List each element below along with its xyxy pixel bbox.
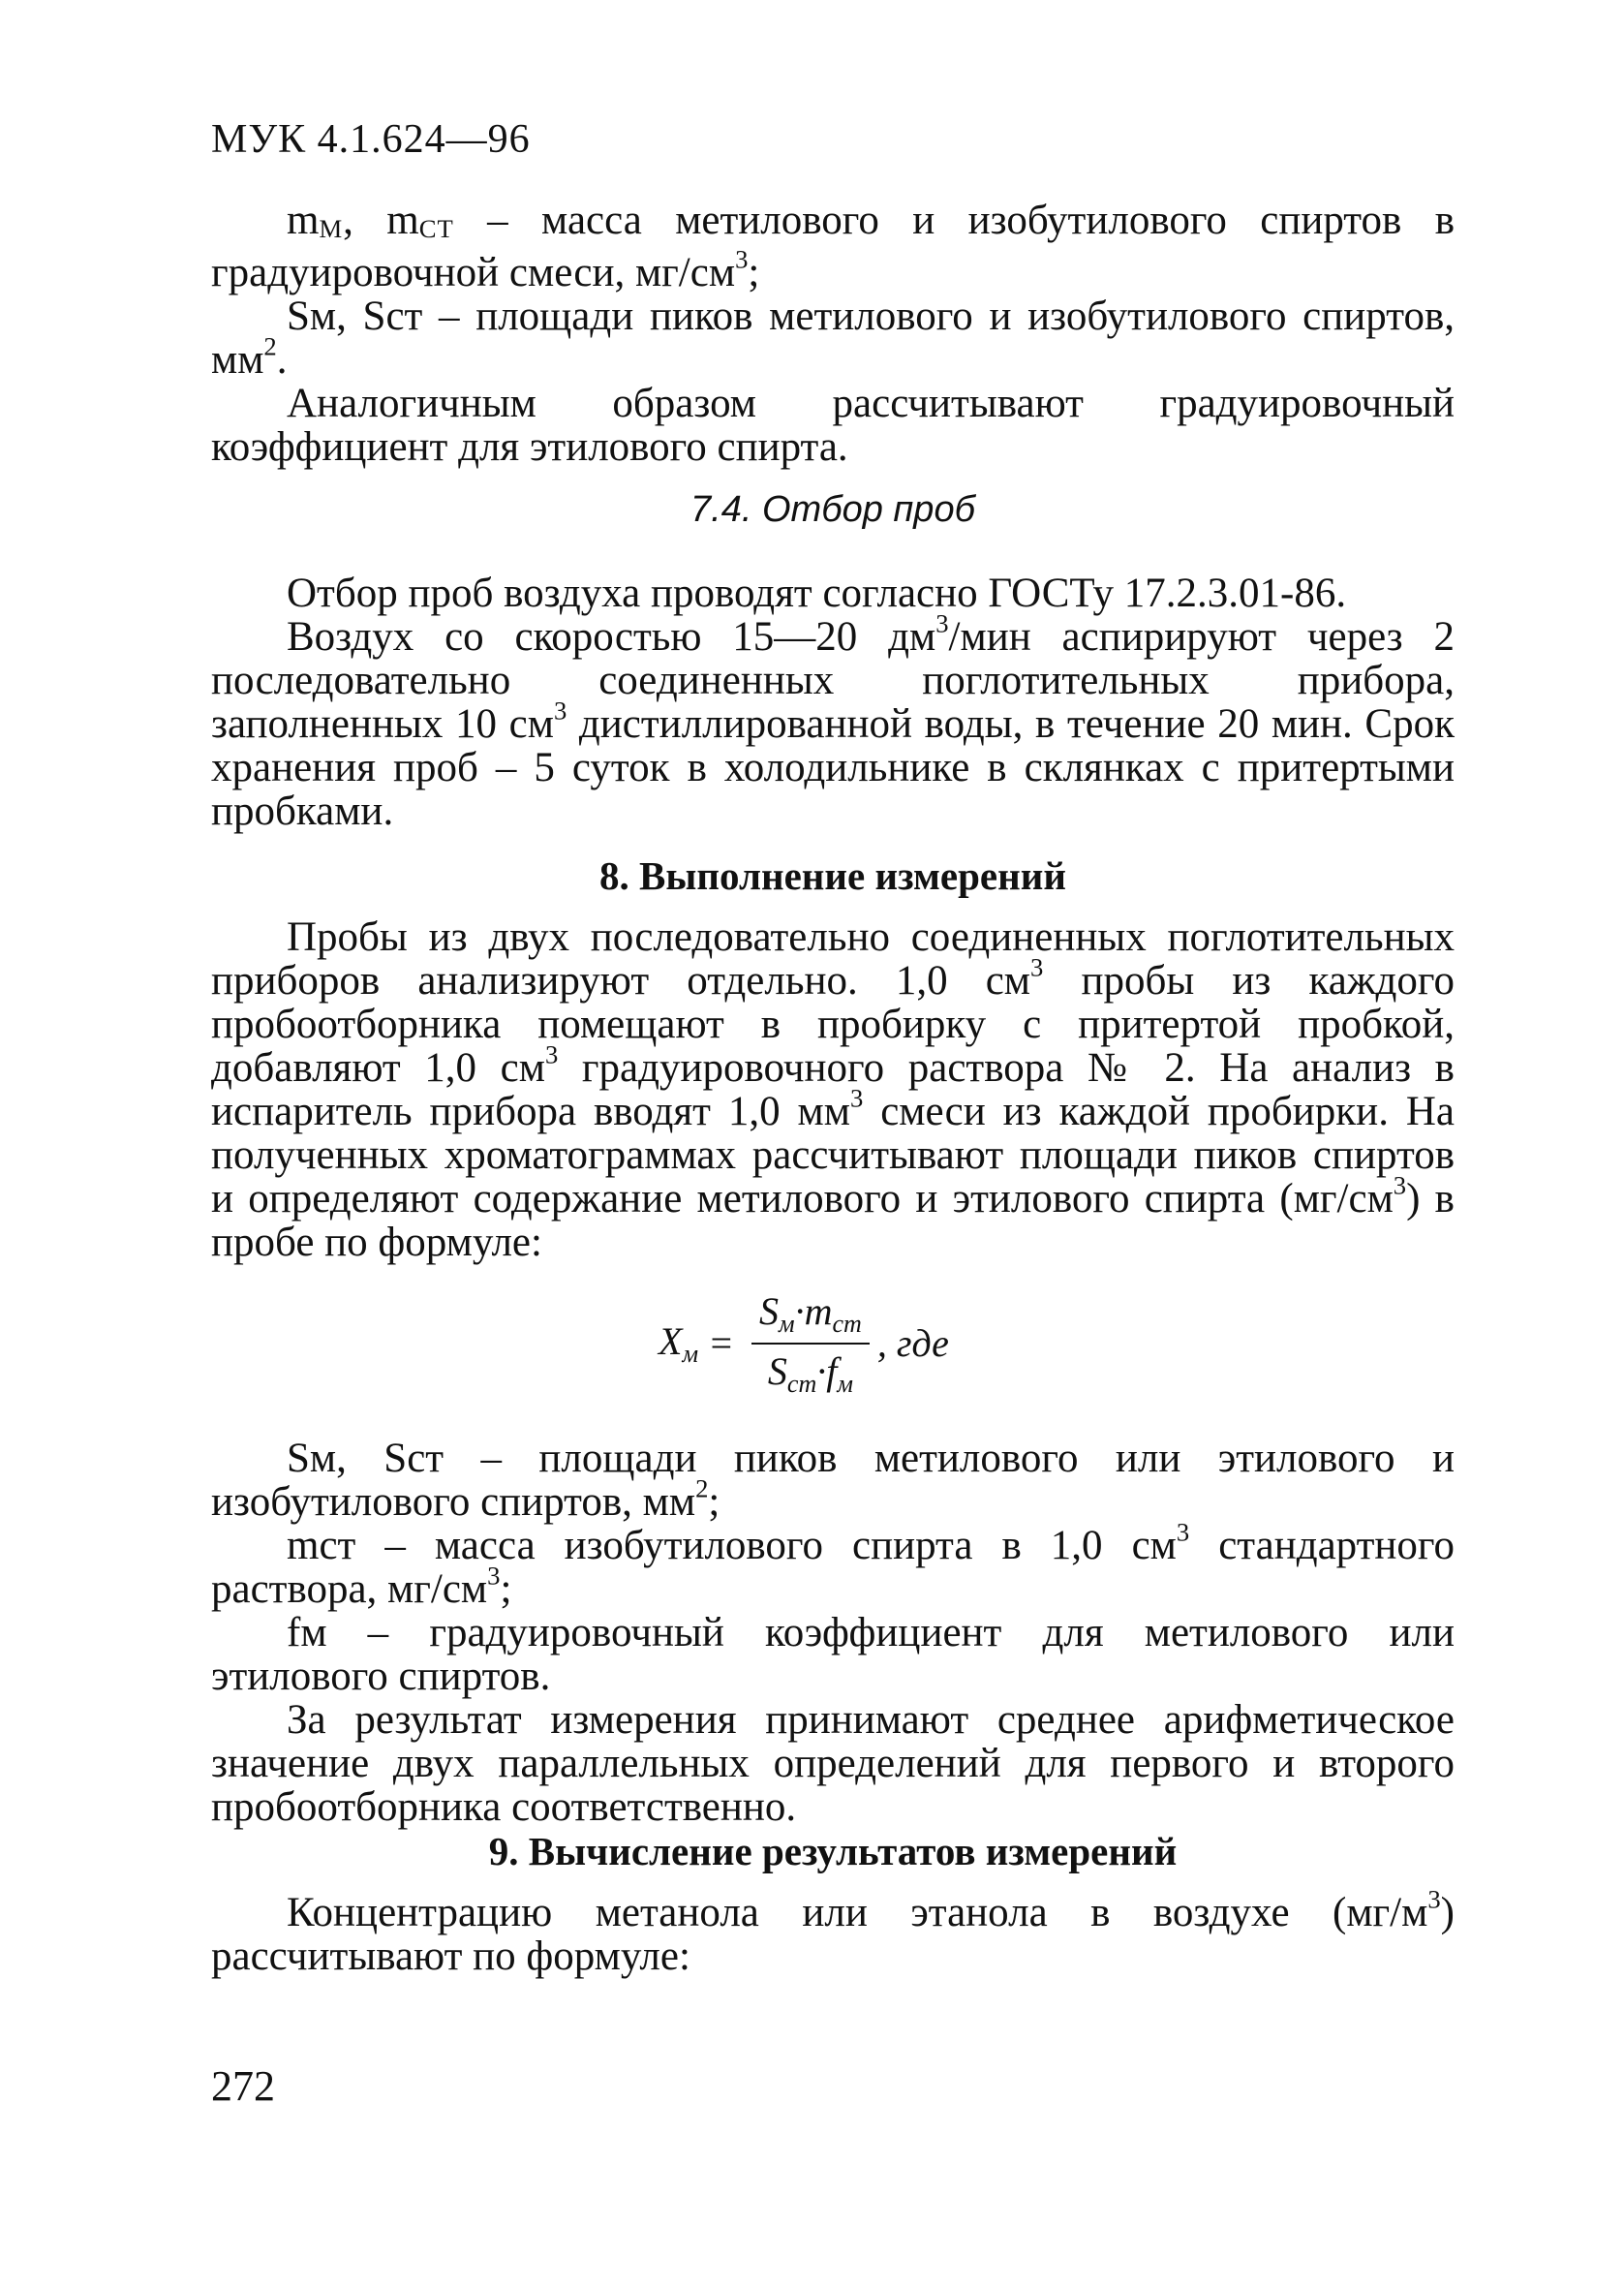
section-9-body <box>211 1884 1455 1979</box>
calculation-paragraph: Концентрацию метанола или этанола в воздухе $(мг/м^3)$ рассчитывают по формуле: <box>211 1884 1455 1979</box>
definitions-block <box>211 199 1455 469</box>
document-code-header: МУК 4.1.624—96 <box>211 117 531 162</box>
definition-f: fм – градуировочный коэффициент для метилового или этилового спиртов. <box>211 1610 1455 1699</box>
formula-numerator: Sм·mcm <box>751 1288 870 1345</box>
definition-m: mМ, mСТ – масса метилового и изобутилового спиртов в градуировочной смеси, $мг/см^3$; <box>211 198 1455 295</box>
formula-definitions <box>211 1437 1455 1829</box>
formula-lhs: Xм <box>659 1318 699 1368</box>
definition-m-st: mст – масса изобутилового спирта в 1,0 $см^3$ стандартного раствора, $мг/см^3$; <box>211 1517 1455 1612</box>
section-7-4-title: 7.4. Отбор проб <box>690 489 975 530</box>
result-paragraph: За результат измерения принимают среднее арифметическое значение двух параллельных определений для первого и второго пробоотборника соответственно. <box>211 1697 1455 1830</box>
section-8-title: 8. Выполнение измерений <box>599 853 1066 898</box>
definition-s-areas: Sм, Sст – площади пиков метилового или этилового и изобутилового спиртов, $мм^2$; <box>211 1436 1455 1525</box>
sampling-paragraph-2: Воздух со скоростью 15—20 $дм^3$/мин аспирируют через 2 последовательно соединенных поглотительных прибора, заполненных 10 $см^3$ дистиллированной воды, в течение 20 мин. Срок хранения проб – 5 суток в холодильнике в склянках с притертыми пробками. <box>211 608 1455 834</box>
formula-equals: = <box>698 1321 745 1366</box>
sampling-paragraph-1: Отбор проб воздуха проводят согласно ГОСТу 17.2.3.01-86. <box>287 571 1347 616</box>
definition-s: Sм, Sст – площади пиков метилового и изобутилового спиртов, $мм^2$. <box>211 293 1455 383</box>
formula-fraction <box>751 1288 870 1399</box>
measurement-paragraph: Пробы из двух последовательно соединенных поглотительных приборов анализируют отдельно. 1,0 $см^3$ пробы из каждого пробоотборника помещают в пробирку с притертой пробкой, добавляют 1,0 $см^3$ градуировочного раствора № 2. На анализ в испаритель прибора вводят 1,0 $мм^3$ смеси из каждой пробирки. На полученных хроматограммах рассчитывают площади пиков спиртов и определяют содержание метилового и этилового спирта $(мг/см^3)$ в пробе по формуле: <box>211 914 1455 1265</box>
section-8-body <box>211 915 1455 1264</box>
analog-paragraph: Аналогичным образом рассчитывают градуировочный коэффициент для этилового спирта. <box>211 380 1455 470</box>
page-number: 272 <box>211 2062 275 2110</box>
formula-tail: , где <box>876 1321 949 1366</box>
concentration-formula <box>659 1288 949 1399</box>
section-7-4-body <box>211 572 1455 833</box>
section-9-title: 9. Вычисление результатов измерений <box>488 1829 1178 1873</box>
formula-denominator: Scm·fм <box>767 1348 853 1398</box>
